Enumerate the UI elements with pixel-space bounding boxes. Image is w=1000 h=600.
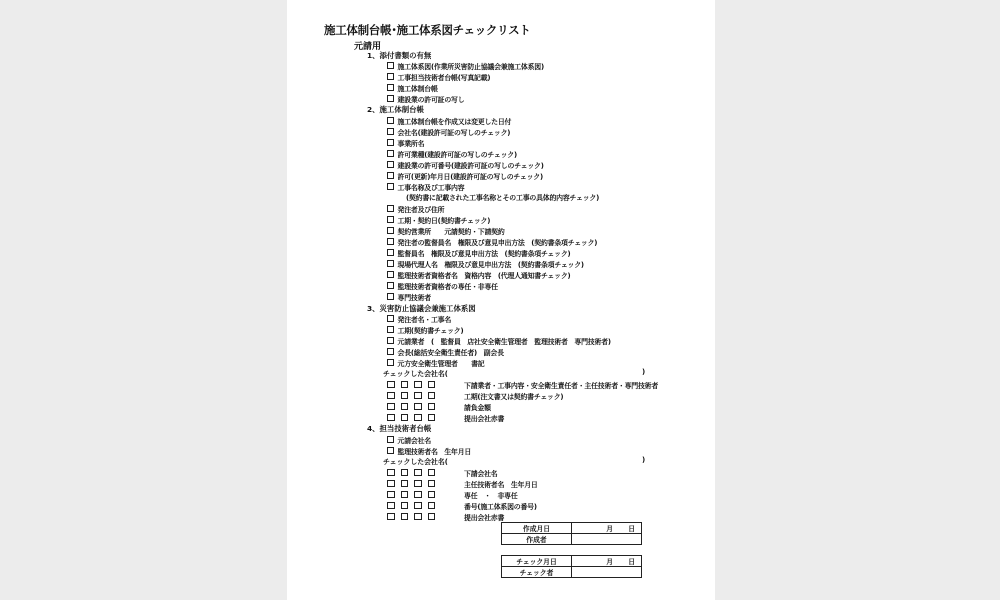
checked-company-label: チェックした会社名( (383, 458, 448, 466)
checkbox[interactable] (401, 502, 409, 510)
checkbox[interactable] (387, 293, 394, 300)
checkbox[interactable] (387, 205, 394, 212)
checkbox[interactable] (387, 84, 394, 91)
checkbox[interactable] (387, 447, 394, 454)
checkbox[interactable] (401, 414, 409, 422)
checkbox[interactable] (401, 491, 409, 499)
checklist-item[interactable]: 施工体制台帳 (387, 83, 438, 92)
checkbox[interactable] (414, 403, 422, 411)
checklist-item[interactable]: 施工体制台帳を作成又は変更した日付 (387, 116, 511, 125)
checkbox[interactable] (428, 414, 436, 422)
checklist-item[interactable]: 工事担当技術者台帳(写真記載) (387, 72, 490, 81)
grid-check-row[interactable]: 提出会社赤書 (387, 413, 435, 422)
checkbox[interactable] (387, 150, 394, 157)
checkbox[interactable] (387, 62, 394, 69)
checkbox[interactable] (428, 480, 436, 488)
checkbox[interactable] (387, 249, 394, 256)
checkbox[interactable] (401, 469, 409, 477)
checklist-item[interactable]: 元方安全衛生管理者 書記 (387, 358, 484, 367)
date-label: 作成月日 (502, 523, 572, 534)
checklist-item[interactable]: 許可業種(建設許可証の写しのチェック) (387, 149, 517, 158)
checklist-item[interactable]: 工期(契約書チェック) (387, 325, 463, 334)
checkbox[interactable] (401, 403, 409, 411)
checkbox[interactable] (387, 337, 394, 344)
checkbox[interactable] (428, 469, 436, 477)
checkbox[interactable] (387, 260, 394, 267)
checkbox[interactable] (414, 469, 422, 477)
checkbox[interactable] (387, 161, 394, 168)
checked-company-close: ) (642, 456, 646, 464)
checklist-item[interactable]: 発注者名・工事名 (387, 314, 451, 323)
grid-check-row[interactable]: 番号(施工体系図の番号) (387, 501, 435, 510)
checkbox[interactable] (387, 73, 394, 80)
checkbox[interactable] (387, 513, 395, 521)
checkbox[interactable] (387, 95, 394, 102)
person-label: 作成者 (502, 534, 572, 545)
date-field[interactable]: 月 日 (572, 523, 642, 534)
person-field[interactable] (572, 534, 642, 545)
checkbox[interactable] (387, 491, 395, 499)
section-heading: 2、施工体制台帳 (367, 105, 424, 114)
checklist-item[interactable]: 発注者及び住所 (387, 204, 444, 213)
person-field[interactable] (572, 567, 642, 578)
checkbox[interactable] (428, 491, 436, 499)
checkbox[interactable] (387, 414, 395, 422)
checkbox[interactable] (387, 117, 394, 124)
check-date-table (501, 555, 642, 578)
section-heading: 1、添付書類の有無 (367, 51, 432, 60)
checkbox[interactable] (414, 414, 422, 422)
checkbox[interactable] (387, 282, 394, 289)
checklist-item[interactable]: 元請業者 ( 監督員 店社安全衛生管理者 監理技術者 専門技術者) (387, 336, 611, 345)
checkbox[interactable] (414, 392, 422, 400)
checked-company-label: チェックした会社名( (383, 370, 448, 378)
date-label: チェック月日 (502, 556, 572, 567)
checkbox[interactable] (387, 348, 394, 355)
checklist-item[interactable]: 監理技術者資格者名 資格内容 (代理人通知書チェック) (387, 270, 570, 279)
checkbox[interactable] (387, 227, 394, 234)
checkbox[interactable] (428, 381, 436, 389)
checkbox[interactable] (414, 480, 422, 488)
checklist-item[interactable]: 元請会社名 (387, 435, 431, 444)
checklist-item[interactable]: 工事名称及び工事内容 (387, 182, 464, 191)
checked-company-close: ) (642, 368, 646, 376)
checkbox[interactable] (387, 502, 395, 510)
page-title: 施工体制台帳･施工体系図チェックリスト (324, 23, 531, 37)
checklist-item[interactable]: 監理技術者名 生年月日 (387, 446, 471, 455)
checklist-item[interactable]: 会長(総括安全衛生責任者) 副会長 (387, 347, 504, 356)
checkbox[interactable] (428, 502, 436, 510)
checkbox[interactable] (387, 480, 395, 488)
checkbox[interactable] (387, 216, 394, 223)
checkbox[interactable] (401, 381, 409, 389)
checkbox[interactable] (401, 480, 409, 488)
date-field[interactable]: 月 日 (572, 556, 642, 567)
checkbox[interactable] (387, 392, 395, 400)
checklist-item[interactable]: 監理技術者資格者の専任・非専任 (387, 281, 498, 290)
grid-check-row[interactable]: 下請業者・工事内容・安全衛生責任者・主任技術者・専門技術者 (387, 380, 435, 389)
checklist-item[interactable]: 現場代理人名 権限及び意見申出方法 (契約書条項チェック) (387, 259, 584, 268)
person-label: チェック者 (502, 567, 572, 578)
grid-check-row[interactable]: 下請会社名 (387, 468, 435, 477)
checklist-item[interactable]: 建設業の許可証の写し (387, 94, 464, 103)
checkbox[interactable] (414, 502, 422, 510)
checkbox[interactable] (387, 469, 395, 477)
grid-check-row[interactable]: 主任技術者名 生年月日 (387, 479, 435, 488)
checklist-item[interactable]: 許可(更新)年月日(建設許可証の写しのチェック) (387, 171, 543, 180)
checkbox[interactable] (401, 513, 409, 521)
checklist-item[interactable]: 施工体系図(作業所災害防止協議会兼施工体系図) (387, 61, 544, 70)
checkbox[interactable] (401, 392, 409, 400)
checkbox[interactable] (414, 491, 422, 499)
checkbox[interactable] (387, 128, 394, 135)
checkbox[interactable] (428, 392, 436, 400)
checkbox[interactable] (414, 381, 422, 389)
grid-check-row[interactable]: 請負金額 (387, 402, 435, 411)
checkbox[interactable] (387, 403, 395, 411)
grid-check-row[interactable]: 提出会社赤書 (387, 512, 435, 521)
checkbox[interactable] (428, 403, 436, 411)
checklist-item[interactable]: 契約営業所 元請契約・下請契約 (387, 226, 505, 235)
section-heading: 3、災害防止協議会兼施工体系図 (367, 304, 476, 313)
checkbox[interactable] (387, 359, 394, 366)
section-heading: 4、担当技術者台帳 (367, 424, 432, 433)
checklist-item[interactable]: 建設業の許可番号(建設許可証の写しのチェック) (387, 160, 544, 169)
checkbox[interactable] (387, 326, 394, 333)
checkbox[interactable] (387, 172, 394, 179)
grid-check-row[interactable]: 専任 ・ 非専任 (387, 490, 435, 499)
checklist-item[interactable]: 発注者の監督員名 権限及び意見申出方法 (契約書条項チェック) (387, 237, 597, 246)
checkbox[interactable] (387, 271, 394, 278)
checklist-item[interactable]: 監督員名 権限及び意見申出方法 (契約書条項チェック) (387, 248, 570, 257)
checkbox[interactable] (387, 381, 395, 389)
checkbox[interactable] (387, 238, 394, 245)
checkbox[interactable] (387, 315, 394, 322)
creation-date-table (501, 522, 642, 545)
checkbox[interactable] (414, 513, 422, 521)
page-subtitle: 元請用 (354, 42, 382, 52)
checkbox[interactable] (387, 436, 394, 443)
checkbox[interactable] (387, 139, 394, 146)
checklist-page (287, 0, 715, 600)
checklist-item[interactable]: 工期・契約日(契約書チェック) (387, 215, 490, 224)
checklist-item[interactable]: 会社名(建設許可証の写しのチェック) (387, 127, 510, 136)
item-note: (契約書に記載された工事名称とその工事の具体的内容チェック) (406, 194, 600, 202)
checkbox[interactable] (387, 183, 394, 190)
grid-check-row[interactable]: 工期(注文書又は契約書チェック) (387, 391, 435, 400)
checklist-item[interactable]: 事業所名 (387, 138, 424, 147)
checklist-item[interactable]: 専門技術者 (387, 292, 431, 301)
checkbox[interactable] (428, 513, 436, 521)
